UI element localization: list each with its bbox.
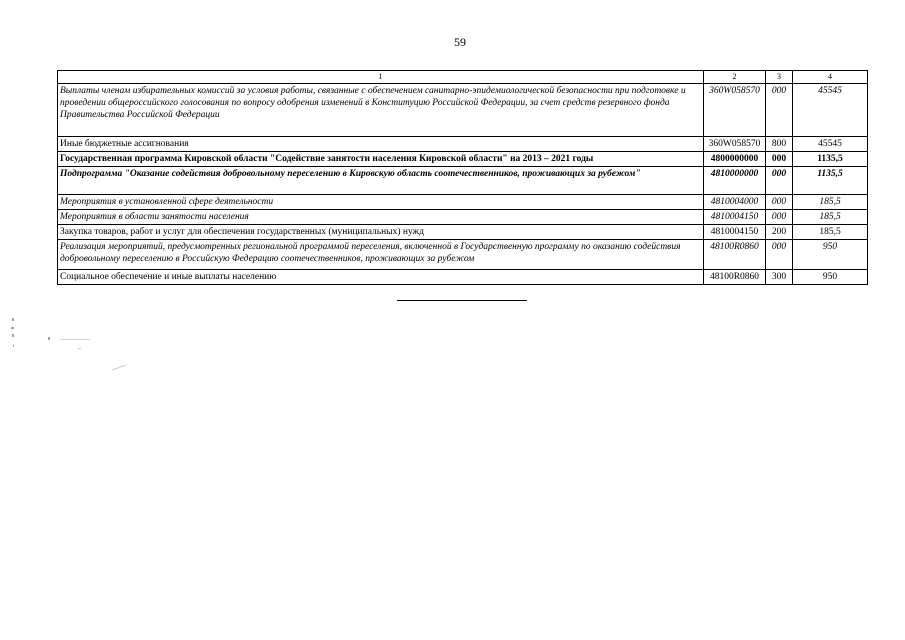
table-row <box>58 152 868 167</box>
row-expense-type: 300 <box>766 270 793 285</box>
table-row <box>58 210 868 225</box>
row-expense-type: 000 <box>766 84 793 137</box>
budget-table <box>57 70 868 285</box>
scan-artifact-mark <box>12 334 14 337</box>
row-expense-type: 200 <box>766 225 793 240</box>
scan-artifact-mark <box>78 348 81 349</box>
row-code: 4810004150 <box>704 225 766 240</box>
table-row <box>58 270 868 285</box>
row-name: Подпрограмма "Оказание содействия добровольному переселению в Кировскую область соотечественников, проживающих за рубежом" <box>58 167 704 195</box>
row-expense-type: 000 <box>766 167 793 195</box>
scan-artifact-mark <box>12 318 14 321</box>
column-header-2: 2 <box>704 71 766 84</box>
row-code: 4810000000 <box>704 167 766 195</box>
row-name: Иные бюджетные ассигнования <box>58 137 704 152</box>
table-row <box>58 225 868 240</box>
row-amount: 45545 <box>793 84 868 137</box>
column-header-4: 4 <box>793 71 868 84</box>
row-code: 4810004150 <box>704 210 766 225</box>
scan-artifact-mark <box>13 345 14 347</box>
row-code: 48100R0860 <box>704 240 766 270</box>
closing-divider-line <box>397 300 527 301</box>
row-name: Мероприятия в области занятости населения <box>58 210 704 225</box>
row-expense-type: 000 <box>766 210 793 225</box>
row-amount: 950 <box>793 240 868 270</box>
row-expense-type: 800 <box>766 137 793 152</box>
row-name: Реализация мероприятий, предусмотренных региональной программой переселения, включенной в Государственную программу по оказанию содействия добровольному переселению в Российскую Федерацию соотечественников, проживающих за рубежом <box>58 240 704 270</box>
column-header-3: 3 <box>766 71 793 84</box>
row-code: 4810004000 <box>704 195 766 210</box>
column-header-1: 1 <box>58 71 704 84</box>
row-code: 4800000000 <box>704 152 766 167</box>
table-row <box>58 137 868 152</box>
row-code: 360W058570 <box>704 84 766 137</box>
row-name: Социальное обеспечение и иные выплаты населению <box>58 270 704 285</box>
row-name: Государственная программа Кировской области "Содействие занятости населения Кировской области" на 2013 – 2021 годы <box>58 152 704 167</box>
table-row <box>58 167 868 195</box>
scan-artifact-mark <box>60 339 90 340</box>
table-header-row <box>58 71 868 84</box>
row-amount: 185,5 <box>793 210 868 225</box>
scan-artifact-mark <box>48 337 50 340</box>
row-name: Мероприятия в установленной сфере деятельности <box>58 195 704 210</box>
row-code: 360W058570 <box>704 137 766 152</box>
row-expense-type: 000 <box>766 195 793 210</box>
row-code: 48100R0860 <box>704 270 766 285</box>
row-amount: 185,5 <box>793 225 868 240</box>
page-number: 59 <box>454 35 466 49</box>
row-amount: 1135,5 <box>793 167 868 195</box>
scan-artifact-mark <box>112 365 125 371</box>
row-amount: 185,5 <box>793 195 868 210</box>
scan-artifact-mark <box>11 327 14 329</box>
row-expense-type: 000 <box>766 152 793 167</box>
table-row <box>58 195 868 210</box>
table-row <box>58 240 868 270</box>
row-amount: 45545 <box>793 137 868 152</box>
table-row <box>58 84 868 137</box>
row-amount: 1135,5 <box>793 152 868 167</box>
row-expense-type: 000 <box>766 240 793 270</box>
row-amount: 950 <box>793 270 868 285</box>
row-name: Закупка товаров, работ и услуг для обеспечения государственных (муниципальных) нужд <box>58 225 704 240</box>
row-name: Выплаты членам избирательных комиссий за условия работы, связанные с обеспечением санитарно-эпидемиологической безопасности при подготовке и проведении общероссийского голосования по вопросу одобрения изменений в Конституцию Российской Федерации, за счет средств резервного фонда Правительства Российской Федерации <box>58 84 704 137</box>
